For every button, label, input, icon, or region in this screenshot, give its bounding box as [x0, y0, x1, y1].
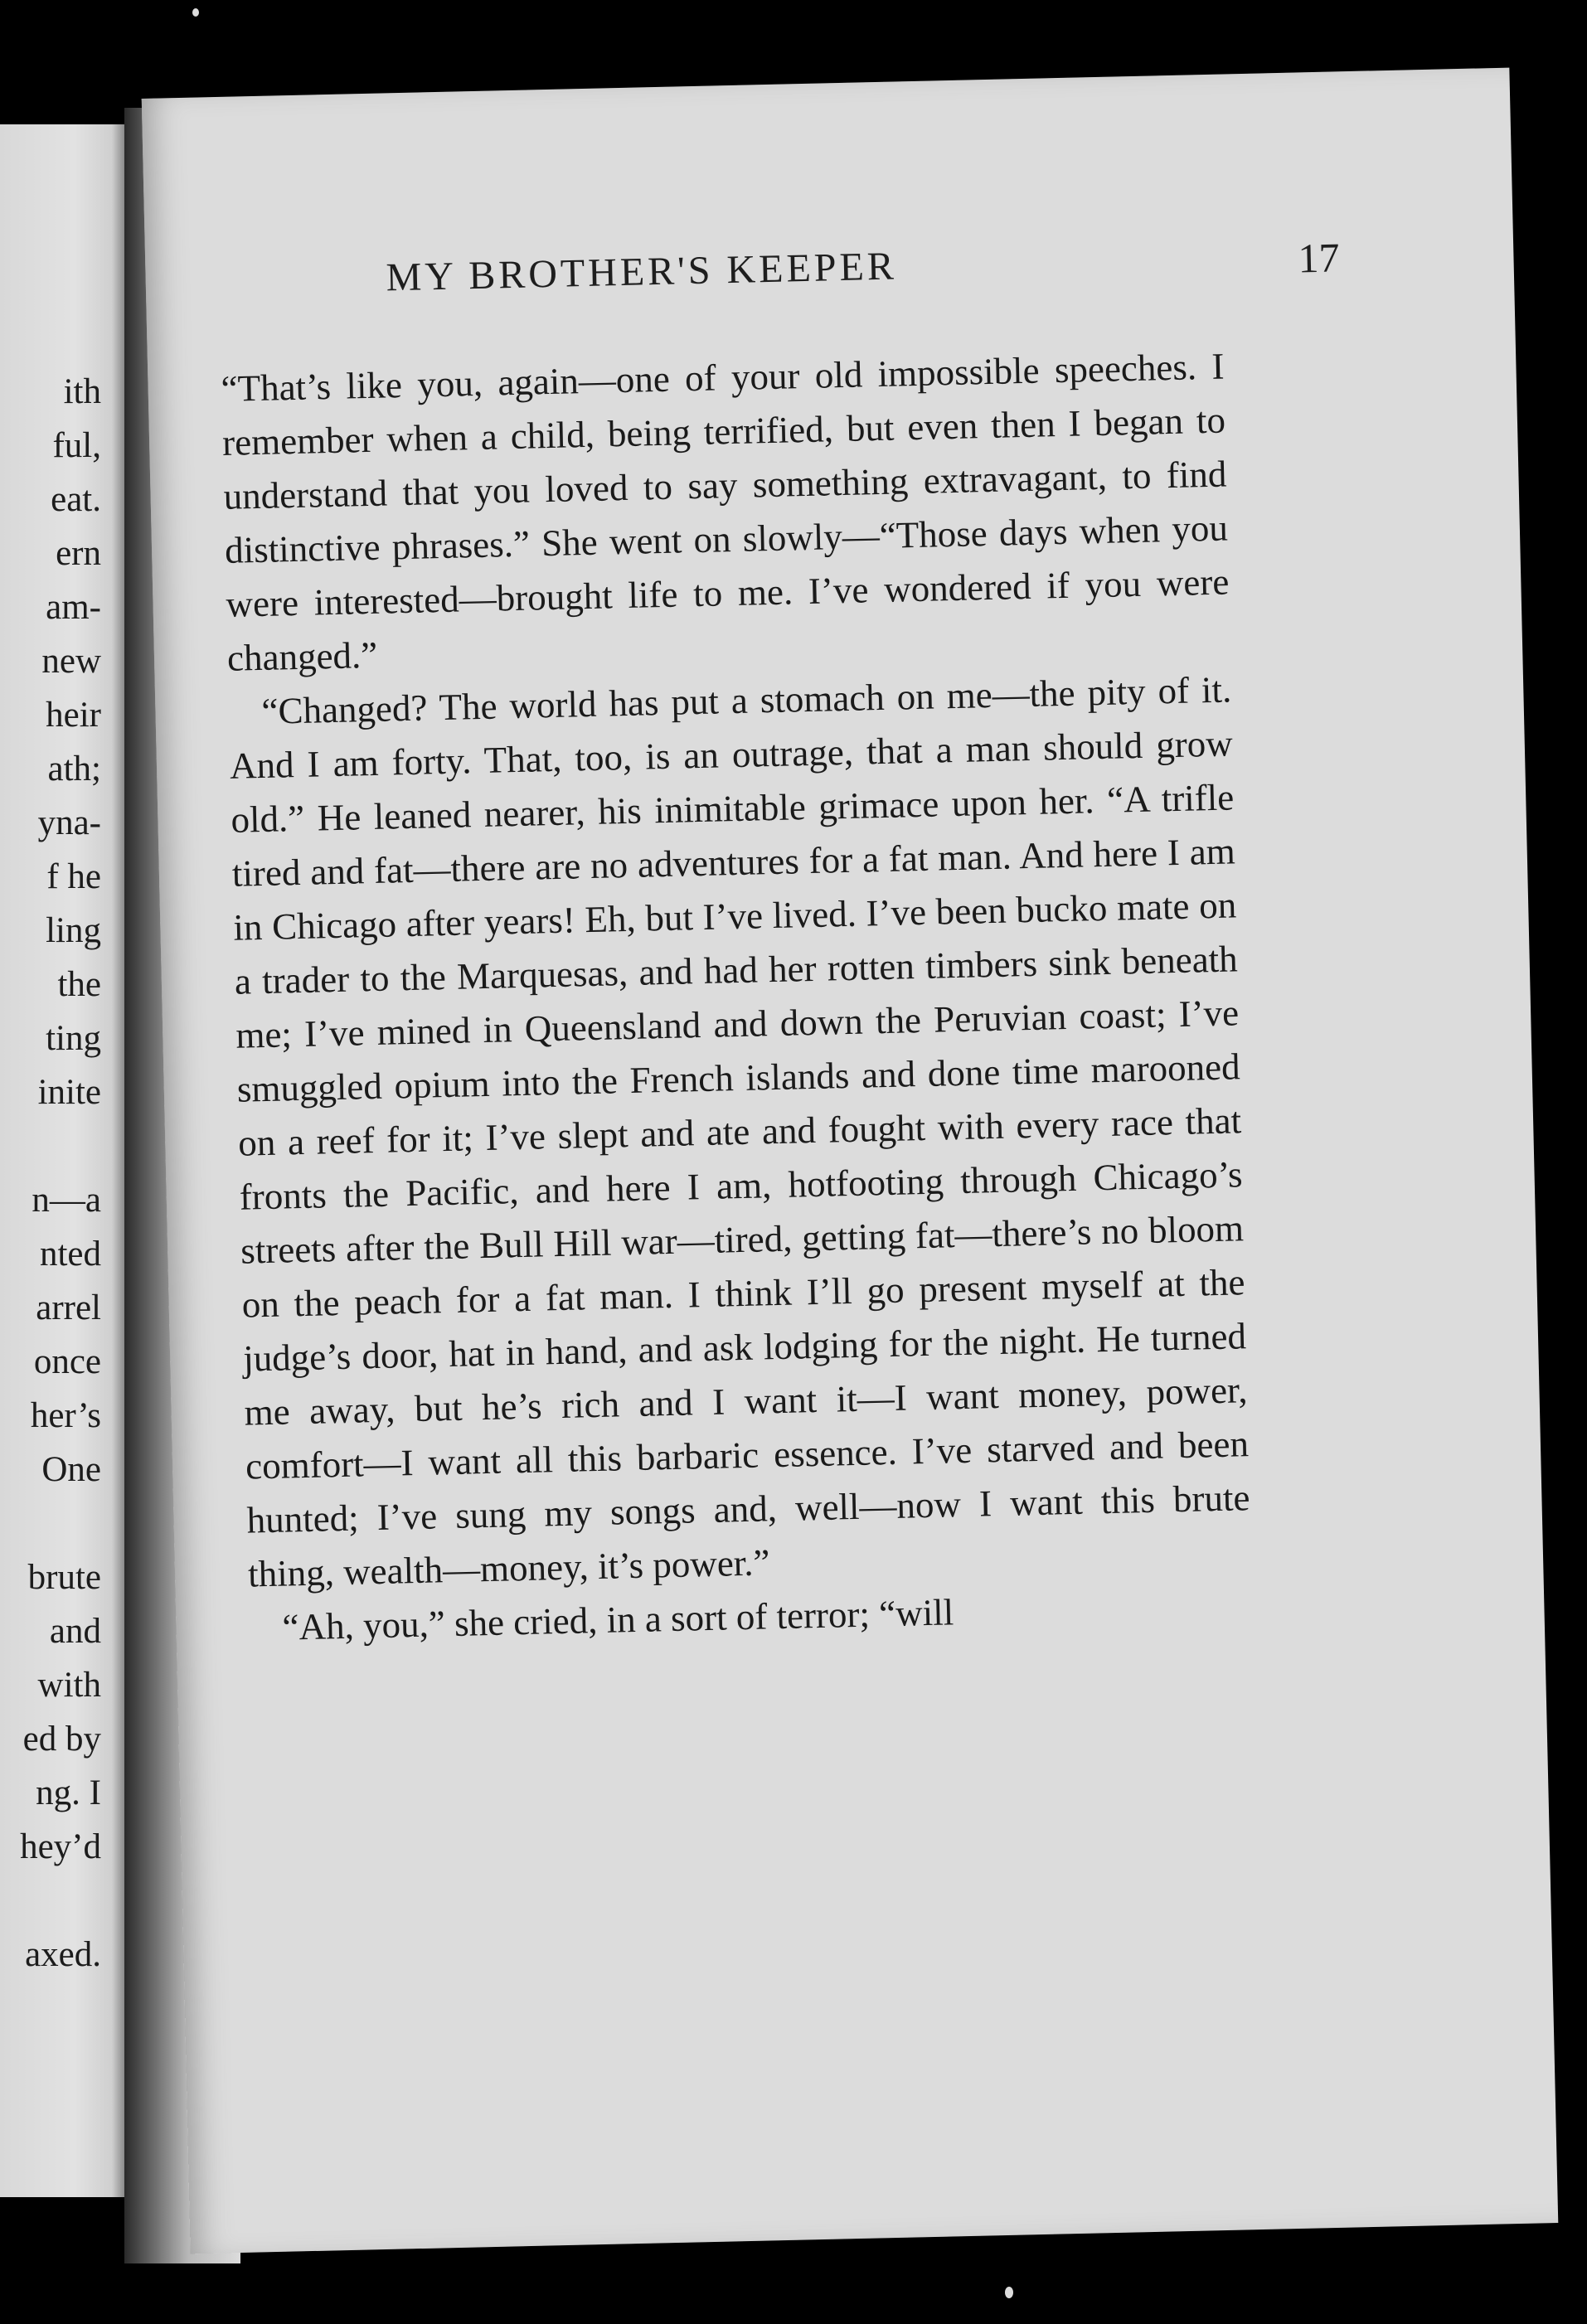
left-fragment: f he	[46, 857, 101, 896]
left-fragment: yna-	[37, 803, 101, 842]
left-fragment: n—a	[32, 1181, 101, 1220]
left-fragment: inite	[37, 1073, 101, 1112]
left-fragment: ng. I	[36, 1773, 101, 1812]
left-fragment: ath;	[47, 750, 101, 788]
left-fragment: am-	[46, 588, 101, 627]
left-fragment: ful,	[52, 426, 101, 465]
left-fragment: ern	[56, 534, 101, 573]
dust-speck	[192, 8, 199, 17]
left-fragment: ling	[46, 911, 101, 950]
left-fragment: heir	[46, 696, 101, 735]
left-fragment: axed.	[25, 1935, 101, 1974]
paragraph: “Changed? The world has put a stomach on me—the pity of it. And I am forty. That, too, is an outrage, that a man should grow old.” He leaned nearer, his inimitable grimace upon her. “A trifle tired and fat—there are no adventures for a fat man. And here I am in Chicago after years! Eh, but I’ve lived. I’ve been bucko mate on a trader to the Marquesas, and had her rotten timbers sink beneath me; I’ve mined in Queensland and down the Peruvian coast; I’ve smuggled opium into the French islands and done time marooned on a reef for it; I’ve slept and ate and fought with every race that fronts the Pacific, and here I am, hotfooting through Chicago’s streets after the Bull Hill war—tired, getting fat—there’s no bloom on the peach for a fat man. I think I’ll go present myself at the judge’s door, hat in hand, and ask lodging for the night. He turned me away, but he’s rich and I want it—I want money, power, comfort—I want all this barbaric essence. I’ve starved and been hunted; I’ve sung my songs and, well—now I want this brute thing, wealth—money, it’s power.”	[229, 668, 1250, 1595]
left-fragment: ting	[46, 1019, 101, 1058]
left-fragment: hey’d	[20, 1827, 101, 1866]
left-fragment: new	[41, 642, 101, 681]
left-page-text-fragments	[0, 365, 101, 1982]
left-fragment: brute	[27, 1558, 101, 1597]
body-text	[221, 340, 1253, 1656]
left-fragment: her’s	[30, 1396, 101, 1435]
paragraph: “Ah, you,” she cried, in a sort of terror; “will	[282, 1591, 954, 1648]
page-number: 17	[1297, 234, 1341, 282]
left-fragment: with	[37, 1666, 101, 1705]
left-fragment: nted	[39, 1235, 101, 1274]
left-fragment: once	[33, 1342, 101, 1381]
right-page	[142, 68, 1559, 2254]
left-fragment: ith	[63, 372, 101, 411]
running-head-title: MY BROTHER'S KEEPER	[386, 244, 898, 300]
dust-speck	[1005, 2287, 1013, 2298]
left-fragment: and	[49, 1612, 101, 1651]
left-fragment: ed by	[22, 1720, 101, 1759]
left-fragment: arrel	[36, 1288, 101, 1327]
running-head	[386, 233, 1340, 300]
left-fragment: the	[57, 965, 101, 1004]
left-fragment: eat.	[51, 480, 101, 519]
paragraph: “That’s like you, again—one of your old impossible speeches. I remember when a child, being terrified, but even then I began to understand that you loved to say something extravagant, to find distinctive phrases.” She went on slowly—“Those days when you were interested—brought life to me. I’ve wondered if you were changed.”	[221, 345, 1230, 679]
left-fragment: One	[41, 1450, 101, 1489]
